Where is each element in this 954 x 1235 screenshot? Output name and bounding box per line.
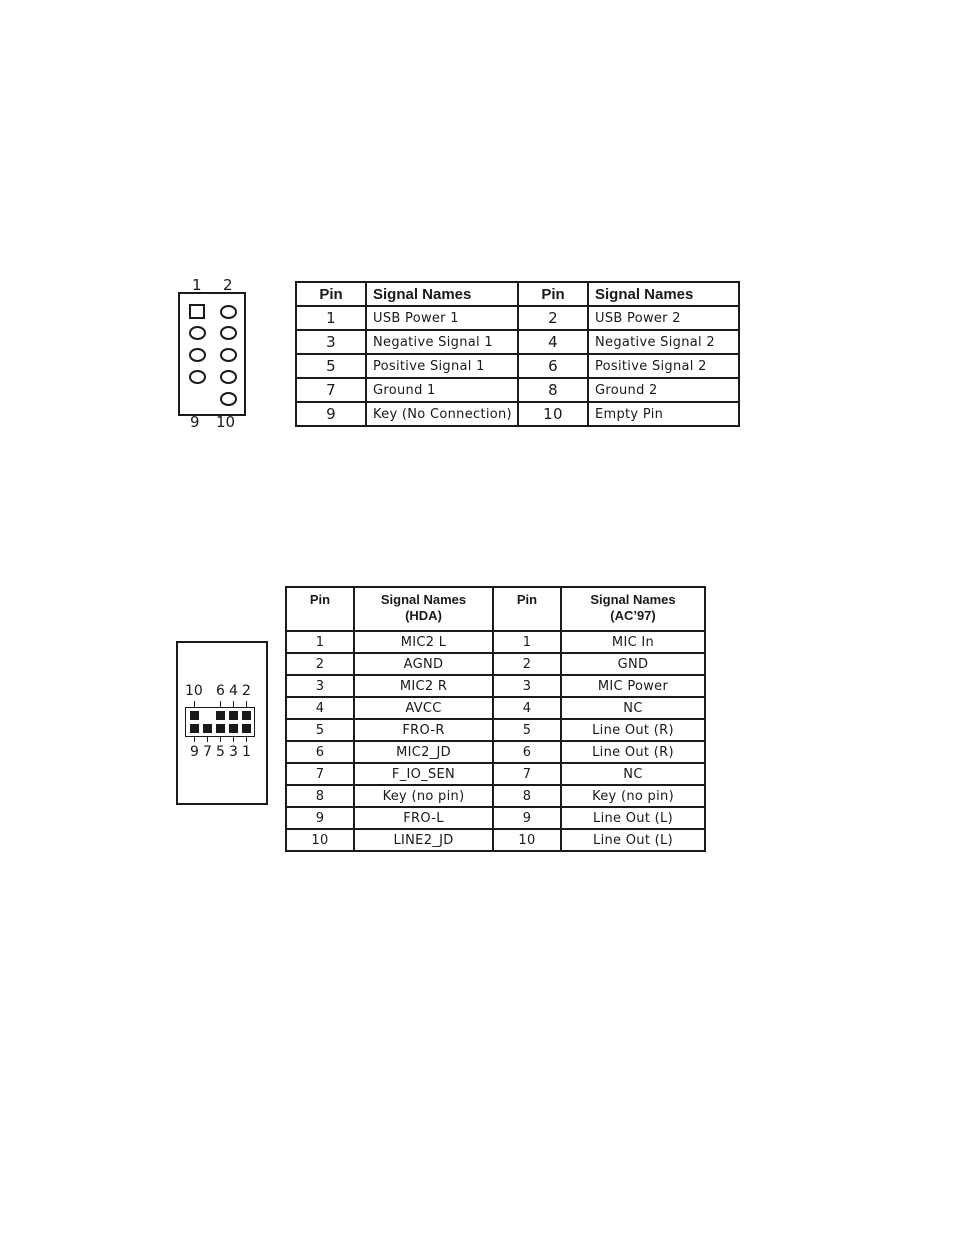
table-cell: AGND [354, 653, 493, 675]
audio-pin-label-3: 3 [229, 744, 238, 760]
pin-lead [233, 736, 234, 742]
table-cell: 5 [493, 719, 561, 741]
column-header: Pin [296, 282, 366, 306]
header-line: Pin [309, 592, 331, 607]
pin-lead [220, 701, 221, 707]
table-cell: 2 [286, 653, 354, 675]
audio-pin-label-5: 5 [216, 744, 225, 760]
table-row [286, 653, 705, 675]
table-cell: 7 [493, 763, 561, 785]
table-row [286, 785, 705, 807]
table-cell: 2 [518, 306, 588, 330]
table-cell: GND [561, 653, 705, 675]
header-line: Pin [516, 592, 538, 607]
header-line: Signal Names [590, 592, 676, 607]
table-cell: Ground 2 [588, 378, 739, 402]
table-cell: 1 [296, 306, 366, 330]
table-cell: 6 [518, 354, 588, 378]
audio-pin-6 [216, 711, 225, 720]
table-row [286, 763, 705, 785]
usb-pin-3 [189, 326, 206, 340]
table-row [286, 829, 705, 851]
usb-pin-4 [220, 326, 237, 340]
table-cell: Key (No Connection) [366, 402, 518, 426]
table-cell: MIC Power [561, 675, 705, 697]
table-header-row [296, 282, 739, 306]
usb-pin-8 [220, 370, 237, 384]
table-cell: FRO-R [354, 719, 493, 741]
table-cell: 8 [493, 785, 561, 807]
audio-pin-label-6: 6 [216, 683, 225, 699]
table-cell: Negative Signal 2 [588, 330, 739, 354]
audio-pin-label-10: 10 [185, 683, 203, 699]
table-cell: 6 [286, 741, 354, 763]
column-header: Signal Names [588, 282, 739, 306]
table-cell: MIC2 L [354, 631, 493, 653]
table-cell: NC [561, 697, 705, 719]
column-header [286, 587, 354, 631]
table-cell: 6 [493, 741, 561, 763]
table-cell: Key (no pin) [354, 785, 493, 807]
table-cell: 1 [493, 631, 561, 653]
table-row [286, 697, 705, 719]
table-row [286, 741, 705, 763]
audio-pin-9 [190, 724, 199, 733]
table-cell: NC [561, 763, 705, 785]
usb-connector-outline [178, 292, 246, 416]
pin-lead [194, 701, 195, 707]
table-cell: USB Power 2 [588, 306, 739, 330]
usb-pin-6 [220, 348, 237, 362]
pin-lead [220, 736, 221, 742]
table-cell: 10 [518, 402, 588, 426]
column-header [354, 587, 493, 631]
audio-pin-4 [229, 711, 238, 720]
table-cell: 7 [296, 378, 366, 402]
table-cell: LINE2_JD [354, 829, 493, 851]
usb-pin-1-square [189, 304, 205, 319]
pin-lead [194, 736, 195, 742]
pin-lead [233, 701, 234, 707]
header-line: (AC’97) [610, 608, 656, 623]
audio-pin-3 [229, 724, 238, 733]
table-row [296, 402, 739, 426]
usb-pin-label-9: 9 [190, 413, 200, 431]
column-header: Signal Names [366, 282, 518, 306]
column-header [493, 587, 561, 631]
usb-pin-10 [220, 392, 237, 406]
table-cell: 10 [493, 829, 561, 851]
table-cell: Positive Signal 1 [366, 354, 518, 378]
table-cell: 9 [286, 807, 354, 829]
audio-pin-label-1: 1 [242, 744, 251, 760]
table-cell: F_IO_SEN [354, 763, 493, 785]
table-cell: 9 [493, 807, 561, 829]
table-row [296, 354, 739, 378]
audio-pin-10 [190, 711, 199, 720]
audio-pin-5 [216, 724, 225, 733]
table-cell: 4 [493, 697, 561, 719]
table-row [296, 306, 739, 330]
table-cell: 8 [286, 785, 354, 807]
table-cell: Positive Signal 2 [588, 354, 739, 378]
table-cell: Negative Signal 1 [366, 330, 518, 354]
pin-lead [207, 736, 208, 742]
table-cell: AVCC [354, 697, 493, 719]
usb-pin-label-10: 10 [216, 413, 236, 431]
usb-pin-table [295, 281, 740, 427]
header-line: Signal Names [380, 592, 467, 607]
table-row [296, 378, 739, 402]
table-cell: 3 [296, 330, 366, 354]
table-cell: Line Out (R) [561, 741, 705, 763]
table-cell: 5 [296, 354, 366, 378]
table-cell: 3 [493, 675, 561, 697]
column-header [561, 587, 705, 631]
header-line: (HDA) [405, 608, 442, 623]
column-header: Pin [518, 282, 588, 306]
table-cell: 7 [286, 763, 354, 785]
table-cell: Line Out (L) [561, 807, 705, 829]
table-cell: MIC2_JD [354, 741, 493, 763]
usb-pin-7 [189, 370, 206, 384]
audio-pin-2 [242, 711, 251, 720]
table-cell: 9 [296, 402, 366, 426]
audio-pin-table [285, 586, 706, 852]
audio-pin-label-9: 9 [190, 744, 199, 760]
table-cell: 4 [518, 330, 588, 354]
table-cell: Ground 1 [366, 378, 518, 402]
audio-pin-label-4: 4 [229, 683, 238, 699]
table-row [286, 719, 705, 741]
audio-pin-label-7: 7 [203, 744, 212, 760]
table-row [296, 330, 739, 354]
table-row [286, 807, 705, 829]
audio-pin-label-2: 2 [242, 683, 251, 699]
table-cell: 8 [518, 378, 588, 402]
table-cell: Key (no pin) [561, 785, 705, 807]
usb-pin-5 [189, 348, 206, 362]
usb-pin-2 [220, 305, 237, 319]
table-cell: 1 [286, 631, 354, 653]
table-cell: USB Power 1 [366, 306, 518, 330]
table-cell: MIC2 R [354, 675, 493, 697]
table-cell: Line Out (R) [561, 719, 705, 741]
table-cell: 10 [286, 829, 354, 851]
table-cell: MIC In [561, 631, 705, 653]
pin-lead [246, 701, 247, 707]
table-cell: 2 [493, 653, 561, 675]
usb-pin-label-1: 1 [192, 276, 202, 294]
table-cell: 3 [286, 675, 354, 697]
table-cell: FRO-L [354, 807, 493, 829]
audio-pin-1 [242, 724, 251, 733]
table-cell: Empty Pin [588, 402, 739, 426]
pin-lead [246, 736, 247, 742]
table-cell: Line Out (L) [561, 829, 705, 851]
table-row [286, 675, 705, 697]
table-row [286, 631, 705, 653]
table-cell: 4 [286, 697, 354, 719]
table-header-row [286, 587, 705, 631]
usb-pin-label-2: 2 [223, 276, 233, 294]
audio-pin-7 [203, 724, 212, 733]
table-cell: 5 [286, 719, 354, 741]
